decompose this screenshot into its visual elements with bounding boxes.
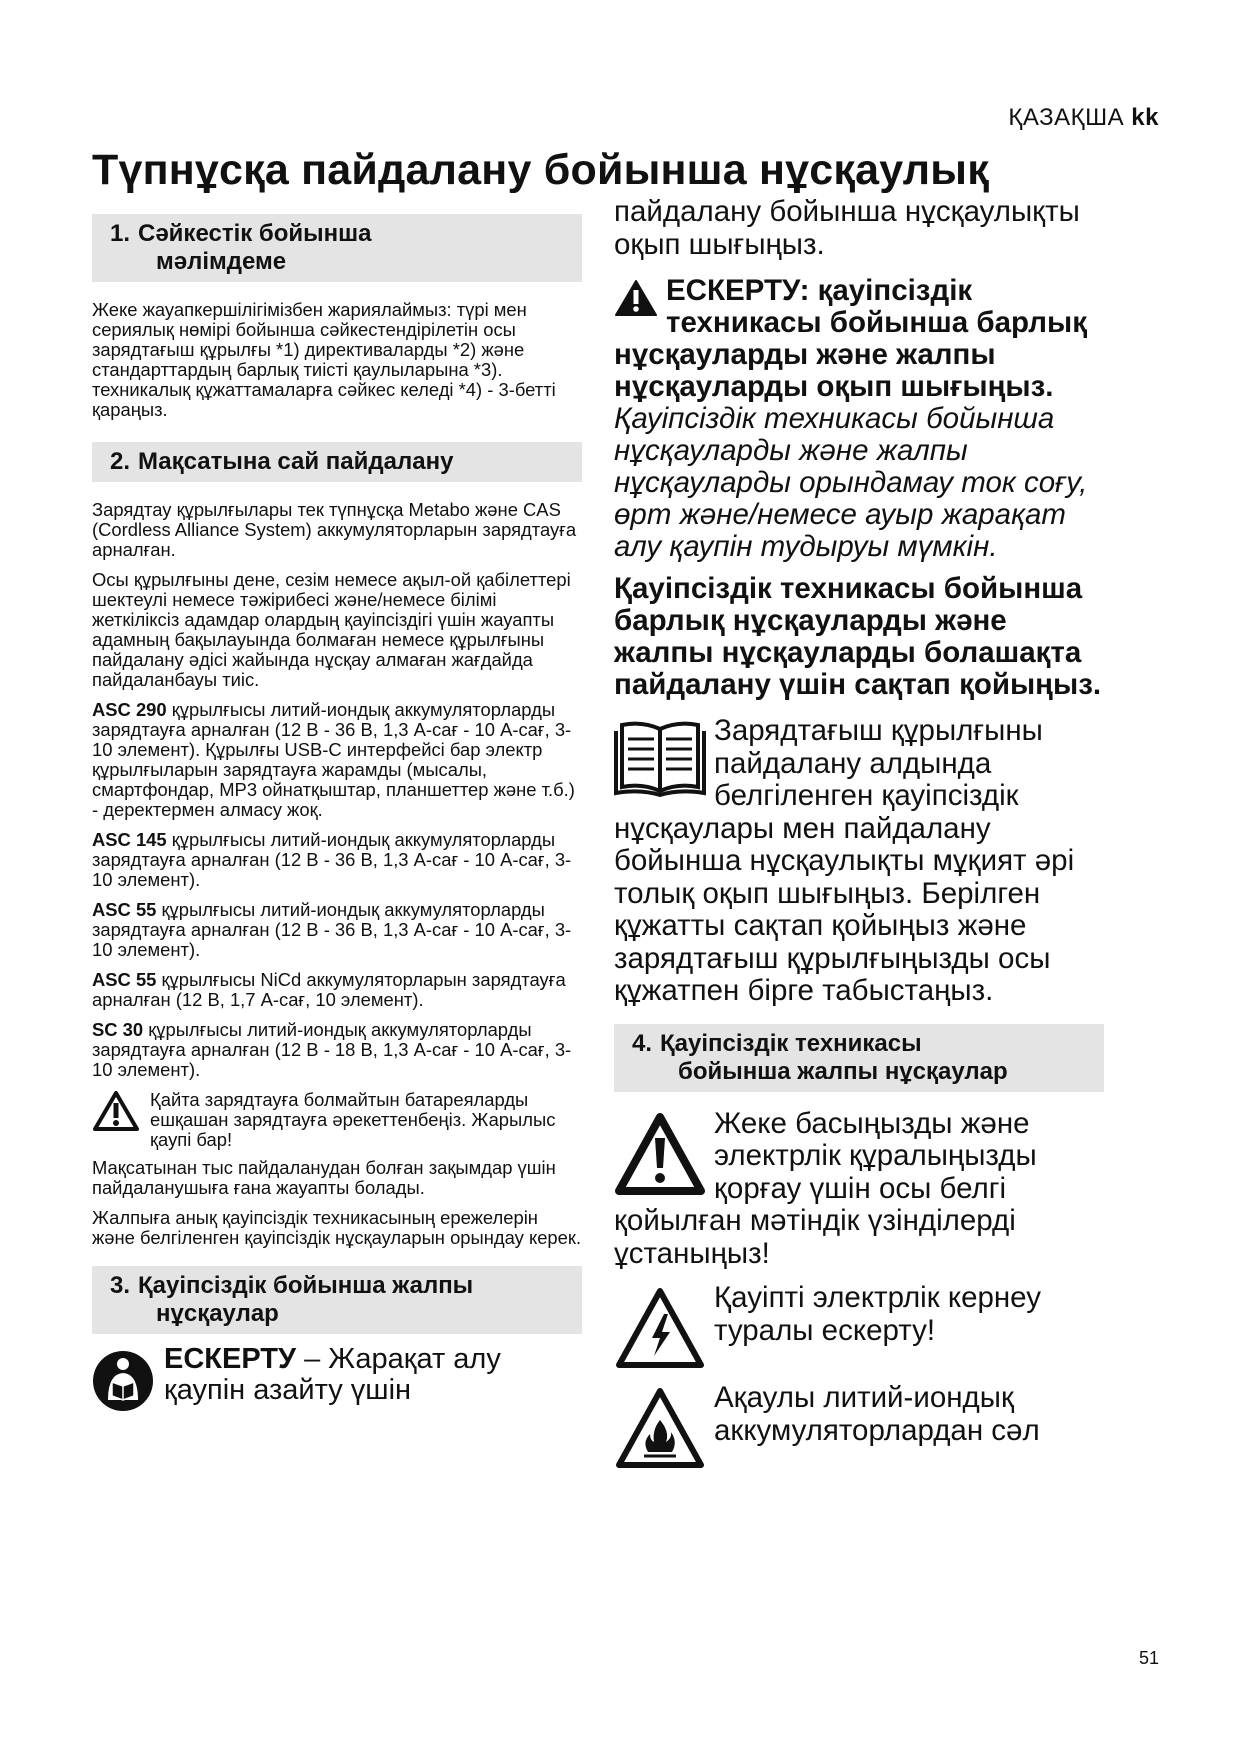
section-3-title-line1: Қауіпсіздік бойынша жалпы <box>138 1272 474 1299</box>
sc30-paragraph <box>92 1020 582 1080</box>
asc145-text: құрылғысы литий-иондық аккумуляторларды зарядтауға арналған (12 В - 36 В, 1,3 А-сағ - 10 А-сағ, 3-10 элемент). <box>92 829 572 890</box>
nonrechargeable-warning-text: Қайта зарядтауға болмайтын батареяларды ешқашан зарядтауға әрекеттенбеңіз. Жарылыс қаупі бар! <box>150 1089 556 1150</box>
asc145-paragraph <box>92 830 582 890</box>
language-name: ҚАЗАҚША <box>1008 104 1125 131</box>
sc30-text: құрылғысы литий-иондық аккумуляторларды зарядтауға арналған (12 В - 18 В, 1,3 А-сағ - 10 А-сағ, 3-10 элемент). <box>92 1019 572 1080</box>
section-1-heading <box>92 214 582 282</box>
sc30-model: SC 30 <box>92 1019 144 1040</box>
section-2-title: Мақсатына сай пайдалану <box>138 448 454 475</box>
section-1-number: 1. <box>110 220 131 247</box>
warning-label: ЕСКЕРТУ: қауіпсіздік техникасы бойынша барлық нұсқауларды және жалпы нұсқауларды оқып шығыңыз. <box>614 274 1087 403</box>
section-4-title-line1: Қауіпсіздік техникасы <box>660 1029 922 1057</box>
continued-text: пайдалану бойынша нұсқаулықты оқып шығыңыз. <box>614 195 1080 261</box>
read-manual-warning <box>92 1344 582 1412</box>
flame-icon <box>614 1386 706 1470</box>
page-title: Түпнұсқа пайдалану бойынша нұсқаулық <box>92 146 989 194</box>
fire-warning-block <box>614 1382 1104 1447</box>
open-book-icon <box>614 717 706 797</box>
warning-block <box>614 275 1104 563</box>
misuse-paragraph: Мақсатынан тыс пайдаланудан болған зақымдар үшін пайдаланушыға ғана жауапты болады. <box>92 1157 556 1198</box>
asc55-nicd-model: ASC 55 <box>92 969 157 990</box>
language-label <box>1008 104 1159 132</box>
section-4-number: 4. <box>632 1029 653 1057</box>
asc55-liion-text: құрылғысы литий-иондық аккумуляторларды зарядтауға арналған (12 В - 36 В, 1,3 А-сағ - 10 А-сағ, 3-10 элемент). <box>92 899 572 960</box>
section-3-title-line2: нұсқаулар <box>156 1300 279 1327</box>
warning-triangle-icon <box>92 1090 140 1132</box>
general-safety-paragraph: Жалпыға анық қауіпсіздік техникасының ережелерін және белгіленген қауіпсіздік нұсқауларын орындау керек. <box>92 1207 582 1248</box>
left-column <box>92 214 582 1420</box>
asc145-model: ASC 145 <box>92 829 167 850</box>
right-column <box>614 196 1104 1470</box>
keep-instructions-text: Қауіпсіздік техникасы бойынша барлық нұсқауларды және жалпы нұсқауларды болашақта пайдалану үшін сақтап қойыңыз. <box>614 572 1102 701</box>
section-2-number: 2. <box>110 448 131 475</box>
read-manual-before-use-text: Зарядтағыш құрылғыны пайдалану алдында белгіленген қауіпсіздік нұсқаулары мен пайдалану бойынша нұсқаулықты мұқият әрі толық оқып шығыңыз. Берілген құжатты сақтап қойыңыз және зарядтағыш құрылғыңызды осы құжатпен бірге табыстаңыз. <box>614 714 1075 1007</box>
asc55-nicd-paragraph <box>92 970 582 1010</box>
voltage-warning-block <box>614 1282 1104 1347</box>
section-3-number: 3. <box>110 1272 131 1299</box>
asc290-paragraph <box>92 700 582 820</box>
asc290-text: құрылғысы литий-иондық аккумуляторларды зарядтауға арналған (12 В - 36 В, 1,3 А-сағ - 10 А-сағ, 3-10 элемент). Құрылғы USB-C интерфейсі бар электр құрылғыларын зарядтауға жарамды (мысалы, смартфондар, MP3 ойнатқыштар, планшеттер және т.б.) - деректермен алмасу жоқ. <box>92 699 575 820</box>
manual-block <box>614 715 1104 1008</box>
intended-use-paragraph: Зарядтау құрылғылары тек түпнұсқа Metabo және CAS (Cordless Alliance System) аккумуляторларын зарядтауға арналған. <box>92 499 577 560</box>
warning-triangle-icon <box>614 279 658 317</box>
persons-restriction-paragraph: Осы құрылғыны дене, сезім немесе ақыл-ой қабілеттері шектеулі немесе тәжірибесі және/немесе білімі жеткіліксіз адамдар олардың қауіпсіздігі үшін жауапты адамның бақылауында болмаған немесе құрылғыны пайдалану әдісі жайында нұсқау алмаған жағдайда пайдаланбауы тиіс. <box>92 569 571 690</box>
asc290-model: ASC 290 <box>92 699 167 720</box>
asc55-nicd-text: құрылғысы NiCd аккумуляторларын зарядтауға арналған (12 В, 1,7 А-сағ, 10 элемент). <box>92 969 566 1010</box>
electric-shock-icon <box>614 1286 706 1370</box>
asc55-liion-model: ASC 55 <box>92 899 157 920</box>
read-manual-warning-text: – Жарақат алу қаупін азайту үшін <box>164 1343 501 1406</box>
section-3-heading <box>92 1266 582 1334</box>
voltage-warning-text: Қауіпті электрлік кернеу туралы ескерту! <box>714 1281 1042 1347</box>
read-manual-warning-bold: ЕСКЕРТУ <box>164 1343 297 1375</box>
general-warning-block <box>614 1108 1104 1271</box>
nonrechargeable-warning <box>92 1090 582 1150</box>
declaration-paragraph: Жеке жауапкершілігімізбен жариялаймыз: түрі мен сериялық нөмірі бойынша сәйкестендірілетін осы зарядтағыш құрылғы *1) директиваларды *2) және стандарттардың барлық тиісті қаулыларына *3). техникалық құжаттамаларға сәйкес келеді *4) - 3-бетті қараңыз. <box>92 299 556 420</box>
section-1-title-line2: мәлімдеме <box>156 248 287 275</box>
asc55-liion-paragraph <box>92 900 582 960</box>
section-2-heading <box>92 442 582 482</box>
fire-warning-text: Ақаулы литий-иондық аккумуляторлардан сәл <box>714 1381 1040 1447</box>
section-4-heading <box>614 1024 1104 1092</box>
read-manual-icon <box>92 1350 154 1412</box>
language-code: kk <box>1131 104 1159 131</box>
section-1-title-line1: Сәйкестік бойынша <box>138 220 372 247</box>
warning-text <box>614 275 1104 563</box>
warning-italic-text: Қауіпсіздік техникасы бойынша нұсқауларды және жалпы нұсқауларды орындамау ток соғу, өрт және/немесе ауыр жарақат алу қаупін тудыруы мүмкін. <box>614 402 1088 563</box>
page-number: 51 <box>1138 1648 1159 1668</box>
warning-triangle-icon <box>614 1112 706 1196</box>
general-warning-text: Жеке басыңызды және электрлік құралыңызды қорғау үшін осы белгі қойылған мәтіндік үзінділерді ұстаныңыз! <box>614 1106 1037 1270</box>
read-manual-text <box>164 1344 582 1406</box>
section-4-title-line2: бойынша жалпы нұсқаулар <box>678 1057 1008 1085</box>
